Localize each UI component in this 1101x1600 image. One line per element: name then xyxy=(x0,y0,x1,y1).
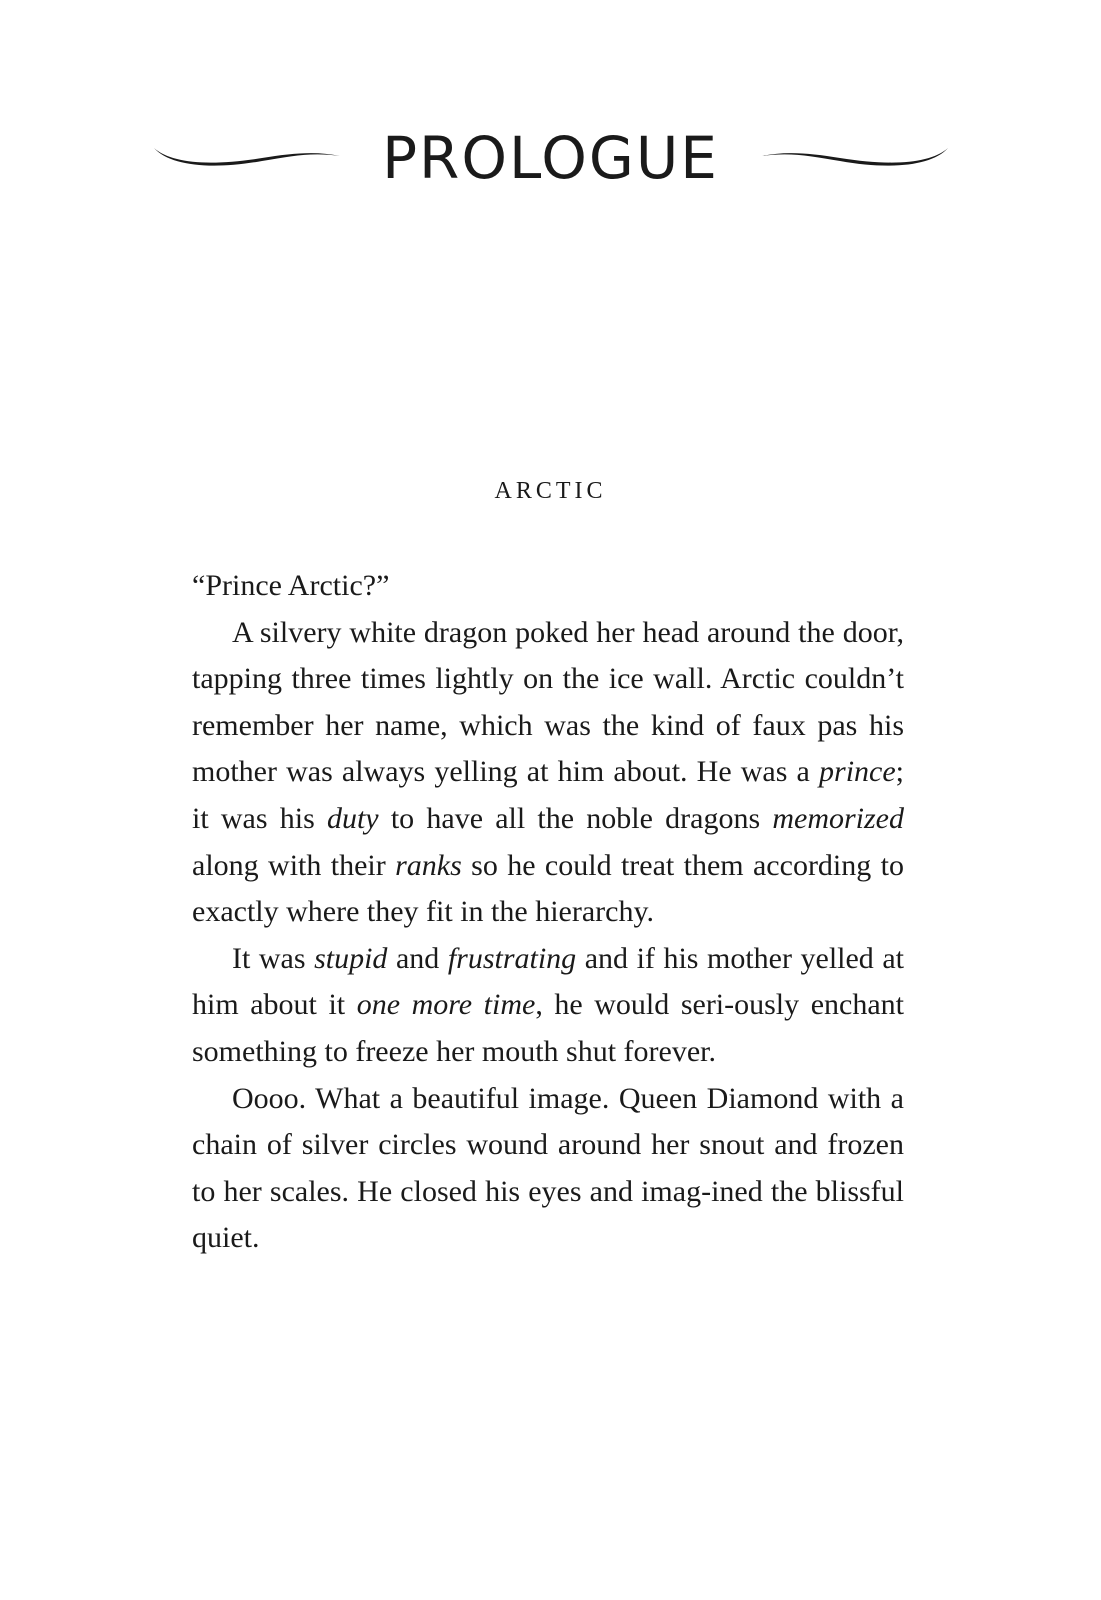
text-run: along with their xyxy=(192,848,396,882)
italic-text: one more time xyxy=(356,988,536,1022)
text-run: and if his mother yelled at him about it xyxy=(192,941,904,1022)
right-swash-ornament xyxy=(760,142,950,172)
text-run: ; it was his xyxy=(192,755,904,835)
paragraph xyxy=(192,610,904,936)
text-run: A silvery white dragon poked her head around the door, tapping three times lightly on the ice wall. Arctic couldn’t remember her name, which was the kind of faux pas his mother was always yelling at him about. He was a xyxy=(192,615,904,789)
paragraph xyxy=(192,1076,904,1262)
italic-text: prince xyxy=(819,755,896,789)
body-text xyxy=(192,563,904,1262)
italic-text: stupid xyxy=(314,941,388,975)
italic-text: memorized xyxy=(772,801,904,835)
text-run: It was xyxy=(232,941,315,975)
paragraph xyxy=(192,936,904,1076)
section-pov-heading: ARCTIC xyxy=(494,478,607,504)
text-run: “Prince Arctic?” xyxy=(192,569,390,602)
chapter-heading xyxy=(0,118,1101,198)
text-run: , he would seri-ously enchant something to freeze her mouth shut forever. xyxy=(192,988,904,1068)
italic-text: ranks xyxy=(395,848,462,882)
paragraph xyxy=(192,563,904,610)
text-run: and xyxy=(387,941,448,975)
text-run: so he could treat them according to exactly where they fit in the hierarchy. xyxy=(192,848,904,929)
text-run: to have all the noble dragons xyxy=(378,801,773,835)
chapter-title: PROLOGUE xyxy=(382,124,719,192)
italic-text: duty xyxy=(326,801,379,835)
text-run: Oooo. What a beautiful image. Queen Diamond with a chain of silver circles wound around her snout and frozen to her scales. He closed his eyes and imag-ined the blissful quiet. xyxy=(192,1081,904,1255)
italic-text: frustrating xyxy=(447,941,577,975)
